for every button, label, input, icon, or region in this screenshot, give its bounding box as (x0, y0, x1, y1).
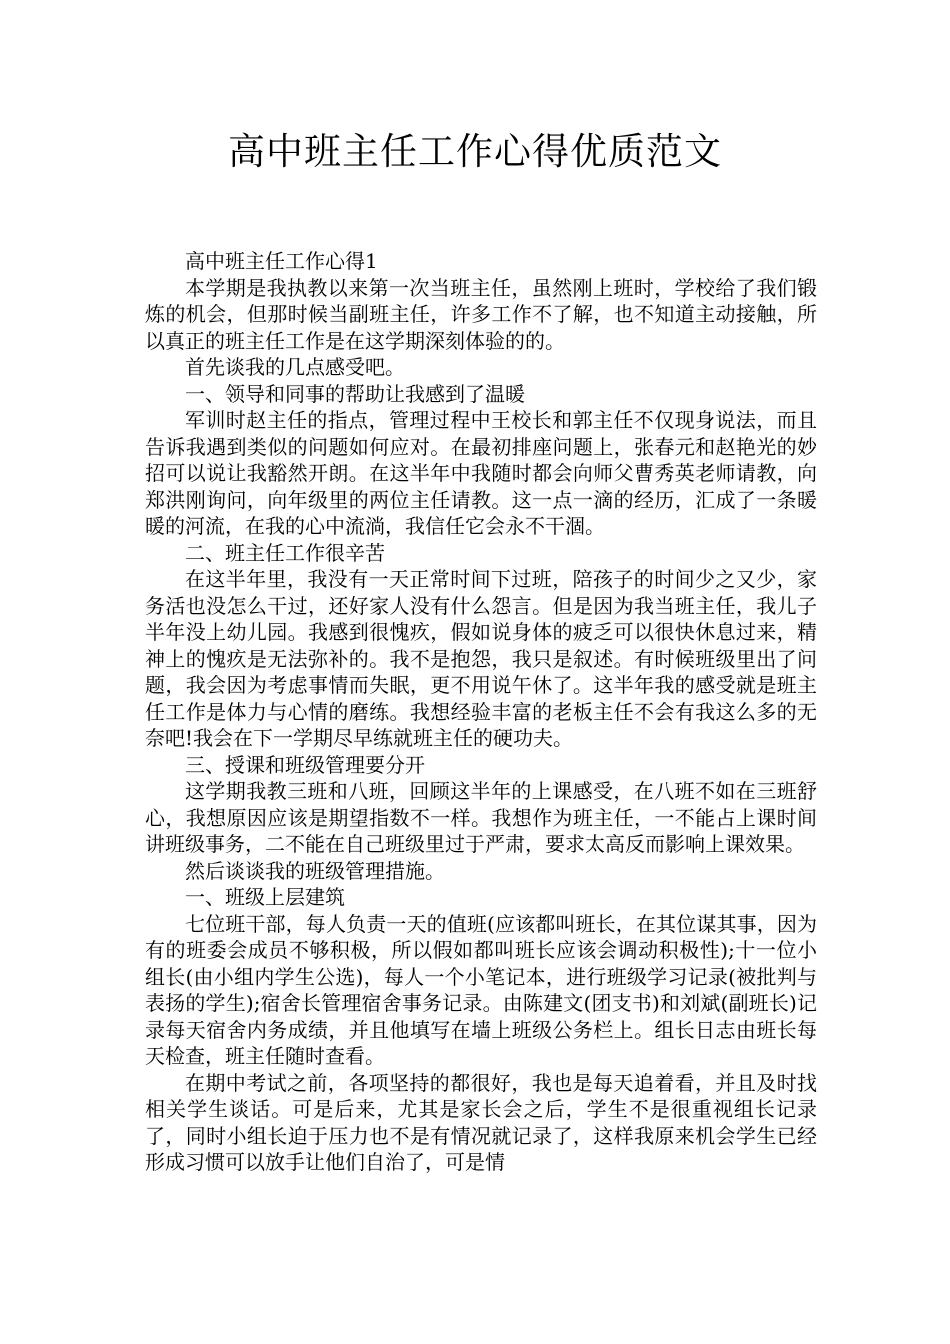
paragraph-heading: 高中班主任工作心得1 (185, 249, 378, 273)
document-body (145, 248, 817, 1176)
paragraph: 在这半年里，我没有一天正常时间下过班，陪孩子的时间少之又少，家务活也没怎么干过，还好家人没有什么怨言。但是因为我当班主任，我儿子半年没上幼儿园。我感到很愧疚，假如说身体的疲乏可以很快休息过来，精神上的愧疚是无法弥补的。我不是抱怨，我只是叙述。有时候班级里出了问题，我会因为考虑事情而失眠，更不用说午休了。这半年我的感受就是班主任工作是体力与心情的磨练。我想经验丰富的老板主任不会有我这么多的无奈吧!我会在下一学期尽早练就班主任的硬功夫。 (145, 567, 817, 750)
section-heading: 三、授课和班级管理要分开 (185, 752, 425, 777)
paragraph: 首先谈我的几点感受吧。 (185, 355, 405, 379)
section-heading: 一、领导和同事的帮助让我感到了温暖 (185, 381, 525, 406)
paragraph: 本学期是我执教以来第一次当班主任，虽然刚上班时，学校给了我们锻炼的机会，但那时候当副班主任，许多工作不了解，也不知道主动接触，所以真正的班主任工作是在这学期深刻体验的的。 (145, 275, 817, 353)
paragraph: 军训时赵主任的指点，管理过程中王校长和郭主任不仅现身说法，而且告诉我遇到类似的问题如何应对。在最初排座问题上，张春元和赵艳光的妙招可以说让我豁然开朗。在这半年中我随时都会向师父曹秀英老师请教，向郑洪刚询问，向年级里的两位主任请教。这一点一滴的经历，汇成了一条暖暖的河流，在我的心中流淌，我信任它会永不干涸。 (145, 408, 817, 538)
paragraph: 这学期我教三班和八班，回顾这半年的上课感受，在八班不如在三班舒心，我想原因应该是期望指数不一样。我想作为班主任，一不能占上课时间讲班级事务，二不能在自己班级里过于严肃，要求太高反而影响上课效果。 (145, 779, 817, 856)
document-title: 高中班主任工作心得优质范文 (228, 130, 722, 173)
paragraph: 在期中考试之前，各项坚持的都很好，我也是每天追着看，并且及时找相关学生谈话。可是后来，尤其是家长会之后，学生不是很重视组长记录了，同时小组长迫于压力也不是有情况就记录了，这样我原来机会学生已经形成习惯可以放手让他们自治了，可是情 (145, 1070, 817, 1174)
section-heading: 二、班主任工作很辛苦 (185, 540, 385, 565)
section-heading: 一、班级上层建筑 (185, 885, 345, 909)
paragraph: 七位班干部，每人负责一天的值班(应该都叫班长，在其位谋其事，因为有的班委会成员不够积极，所以假如都叫班长应该会调动积极性);十一位小组长(由小组内学生公选)，每人一个小笔记本，进行班级学习记录(被批判与表扬的学生);宿舍长管理宿舍事务记录。由陈建文(团支书)和刘斌(副班长)记录每天宿舍内务成绩，并且他填写在墙上班级公务栏上。组长日志由班长每天检查，班主任随时查看。 (145, 911, 817, 1068)
paragraph: 然后谈谈我的班级管理措施。 (185, 858, 445, 883)
